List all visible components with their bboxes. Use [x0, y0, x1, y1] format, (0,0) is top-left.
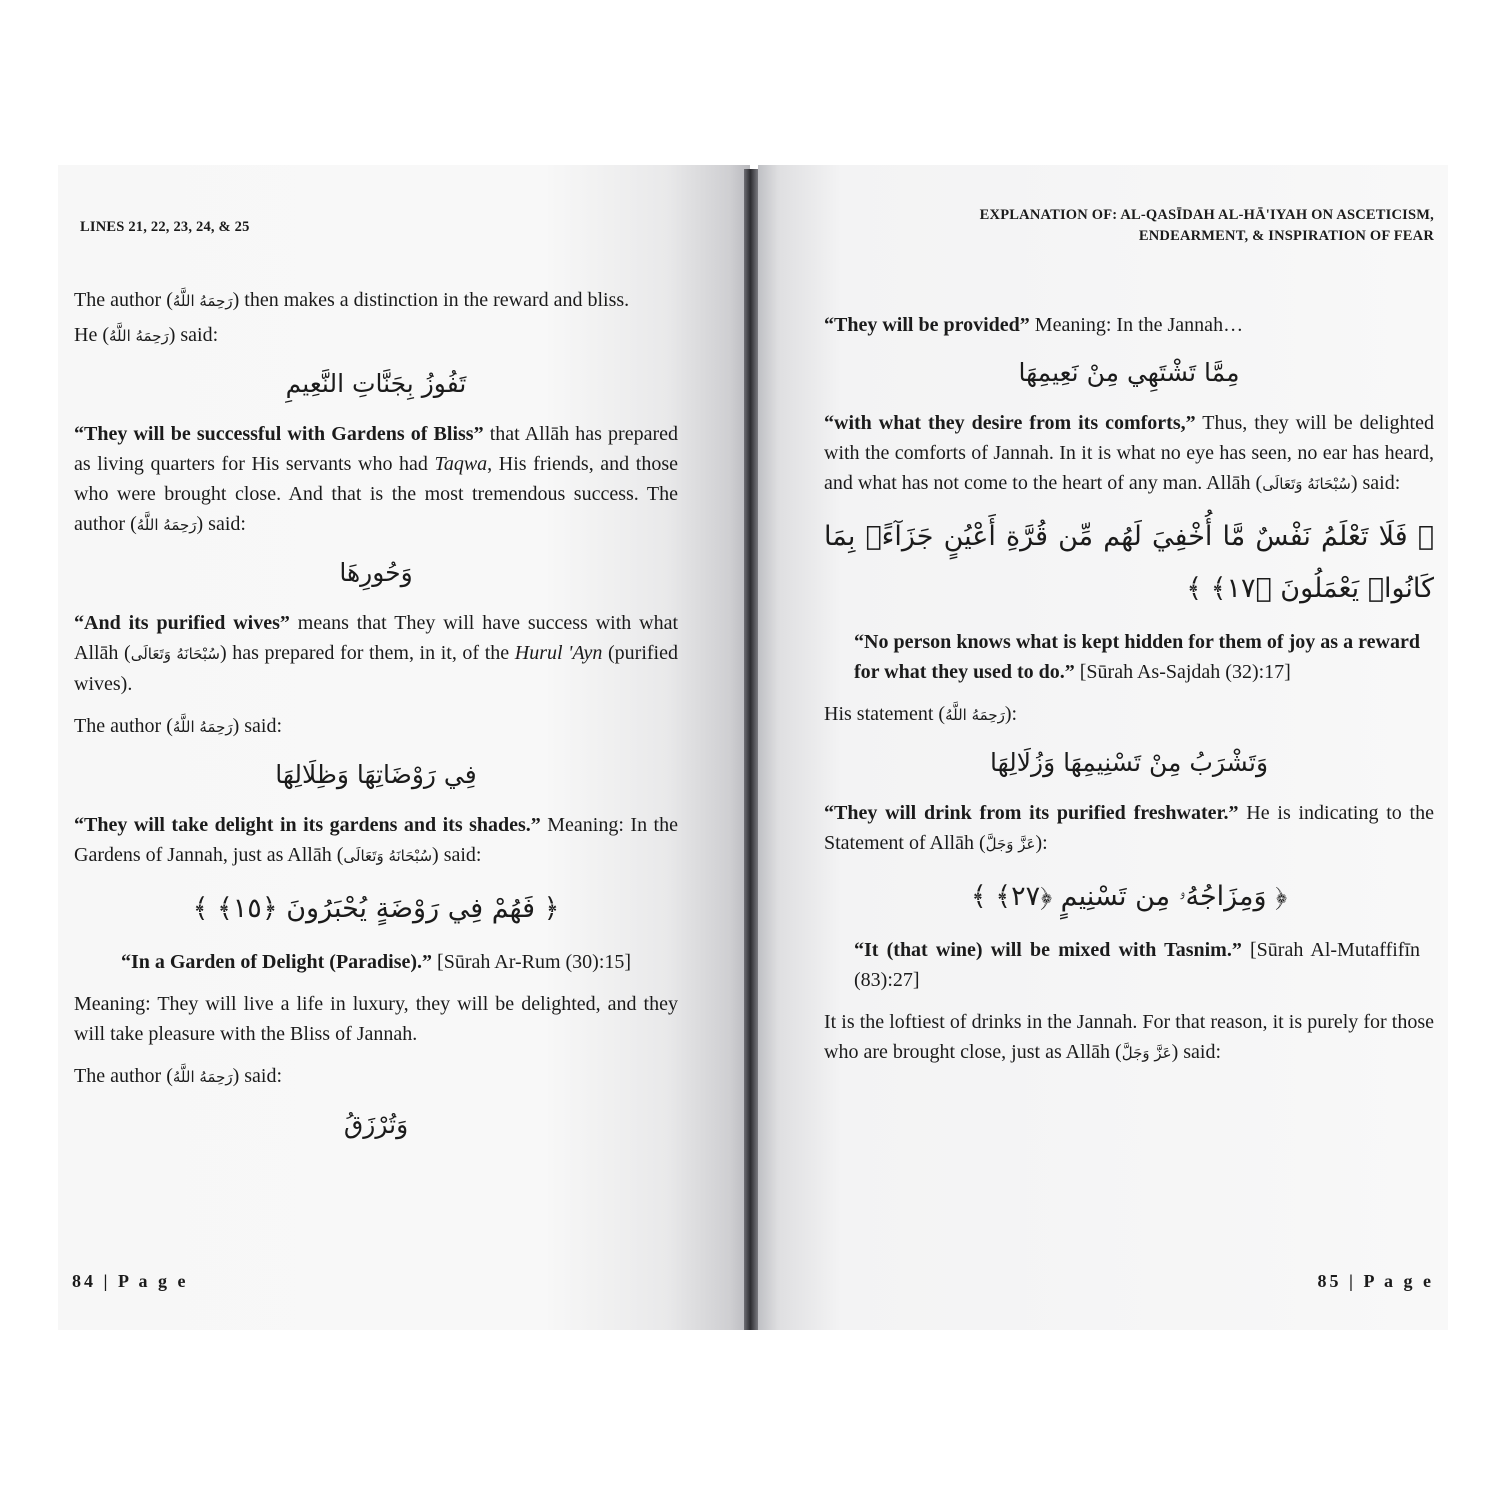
header-line: EXPLANATION OF: AL-QASĪDAH AL-HĀ'IYAH ON ASCETICISM, [979, 207, 1434, 223]
quran-verse: ﴿ وَمِزَاجُهُۥ مِن تَسْنِيمٍ ﴿٢٧﴾ ﴾ [970, 881, 1288, 912]
quran-verse: ﴿ فَهُمْ فِي رَوْضَةٍ يُحْبَرُونَ ﴿١٥﴾ ﴾ [192, 893, 560, 924]
paragraph: His statement (رَحِمَهُ اللَّهُ): [824, 703, 1018, 725]
arabic-line: مِمَّا تَشْتَهِي مِنْ نَعِيمِهَا [1018, 358, 1240, 387]
verse-translation: “No person knows what is kept hidden for them of joy as a reward for what they used to do.” [Sūrah As-Sajdah (32):17] [854, 631, 1420, 683]
honorific: رَحِمَهُ اللَّهُ [108, 327, 169, 345]
right-page-content [824, 310, 1434, 1080]
right-page-header [980, 205, 1434, 247]
left-page-content [74, 285, 678, 1160]
paragraph: Meaning: They will live a life in luxury, they will be delighted, and they will take pleasure with the Bliss of Jannah. [74, 993, 678, 1045]
paragraph: “They will be successful with Gardens of Bliss” that Allāh has prepared as living quarters for His servants who had Taqwa, His friends, and those who were brought close. And that is the most tremendous success. The author (رَحِمَهُ اللَّهُ) said: [74, 423, 679, 535]
honorific: رَحِمَهُ اللَّهُ [172, 292, 233, 310]
paragraph: “They will be provided” Meaning: In the Jannah… [824, 314, 1244, 336]
paragraph: “And its purified wives” means that They will have success with what Allāh (سُبْحَانَهُ وَتَعَالَى) has prepared for them, in it, of the Hurul 'Ayn (purified wives). [74, 612, 678, 695]
open-book [58, 165, 1448, 1330]
arabic-line: وَتَشْرَبُ مِنْ تَسْنِيمِهَا وَزُلَالِهَا [989, 748, 1269, 777]
paragraph: The author (رَحِمَهُ اللَّهُ) said: [74, 1065, 283, 1087]
honorific: رَحِمَهُ اللَّهُ [136, 516, 197, 534]
honorific: رَحِمَهُ اللَّهُ [172, 1068, 233, 1086]
arabic-line: تَفُوزُ بِجَنَّاتِ النَّعِيمِ [285, 369, 467, 398]
quran-verse: ﴿ فَلَا تَعْلَمُ نَفْسٌ مَّا أُخْفِيَ لَهُم مِّن قُرَّةِ أَعْيُنٍ جَزَآءًۢ بِمَا كَانُوا۟ يَعْمَلُونَ ﴿١٧﴾ ﴾ [824, 521, 1434, 604]
honorific: عَزَّ وَجَلَّ [985, 835, 1036, 853]
arabic-line: فِي رَوْضَاتِهَا وَظِلَالِهَا [275, 760, 477, 789]
paragraph: “with what they desire from its comforts,” Thus, they will be delighted with the comforts of Jannah. In it is what no eye has seen, no ear has heard, and what has not come to the heart of any man. Allāh (سُبْحَانَهُ وَتَعَالَى) said: [824, 412, 1434, 494]
verse-translation: “In a Garden of Delight (Paradise).” [Sūrah Ar-Rum (30):15] [120, 951, 632, 973]
verse-translation: “It (that wine) will be mixed with Tasnim.” [Sūrah Al-Mutaffifīn (83):27] [854, 939, 1421, 991]
honorific: سُبْحَانَهُ وَتَعَالَى [1262, 475, 1351, 493]
paragraph: It is the loftiest of drinks in the Jannah. For that reason, it is purely for those who are brought close, just as Allāh (عَزَّ وَجَلَّ) said: [824, 1011, 1434, 1063]
paragraph: The author (رَحِمَهُ اللَّهُ) then makes a distinction in the reward and bliss. [74, 289, 630, 311]
arabic-line: وَتُرْزَقُ [343, 1110, 409, 1139]
paragraph: He (رَحِمَهُ اللَّهُ) said: [74, 324, 219, 346]
right-page-number: 85 | P a g e [1317, 1271, 1434, 1291]
paragraph: “They will drink from its purified freshwater.” He is indicating to the Statement of Allāh (عَزَّ وَجَلَّ): [824, 802, 1434, 854]
honorific: سُبْحَانَهُ وَتَعَالَى [343, 847, 433, 865]
honorific: سُبْحَانَهُ وَتَعَالَى [130, 645, 220, 663]
book-spine [744, 169, 758, 1330]
honorific: رَحِمَهُ اللَّهُ [945, 706, 1005, 724]
arabic-line: وَحُورِهَا [339, 558, 413, 587]
right-page [758, 165, 1448, 1330]
honorific: رَحِمَهُ اللَّهُ [172, 718, 233, 736]
paragraph: “They will take delight in its gardens and its shades.” Meaning: In the Gardens of Jannah, just as Allāh (سُبْحَانَهُ وَتَعَالَى) said: [74, 814, 678, 866]
left-page-number: 84 | P a g e [72, 1271, 189, 1291]
paragraph: The author (رَحِمَهُ اللَّهُ) said: [74, 715, 283, 737]
honorific: عَزَّ وَجَلَّ [1121, 1044, 1172, 1062]
header-line: ENDEARMENT, & INSPIRATION OF FEAR [1138, 228, 1434, 244]
left-page [58, 165, 750, 1330]
left-page-header: LINES 21, 22, 23, 24, & 25 [80, 219, 250, 235]
